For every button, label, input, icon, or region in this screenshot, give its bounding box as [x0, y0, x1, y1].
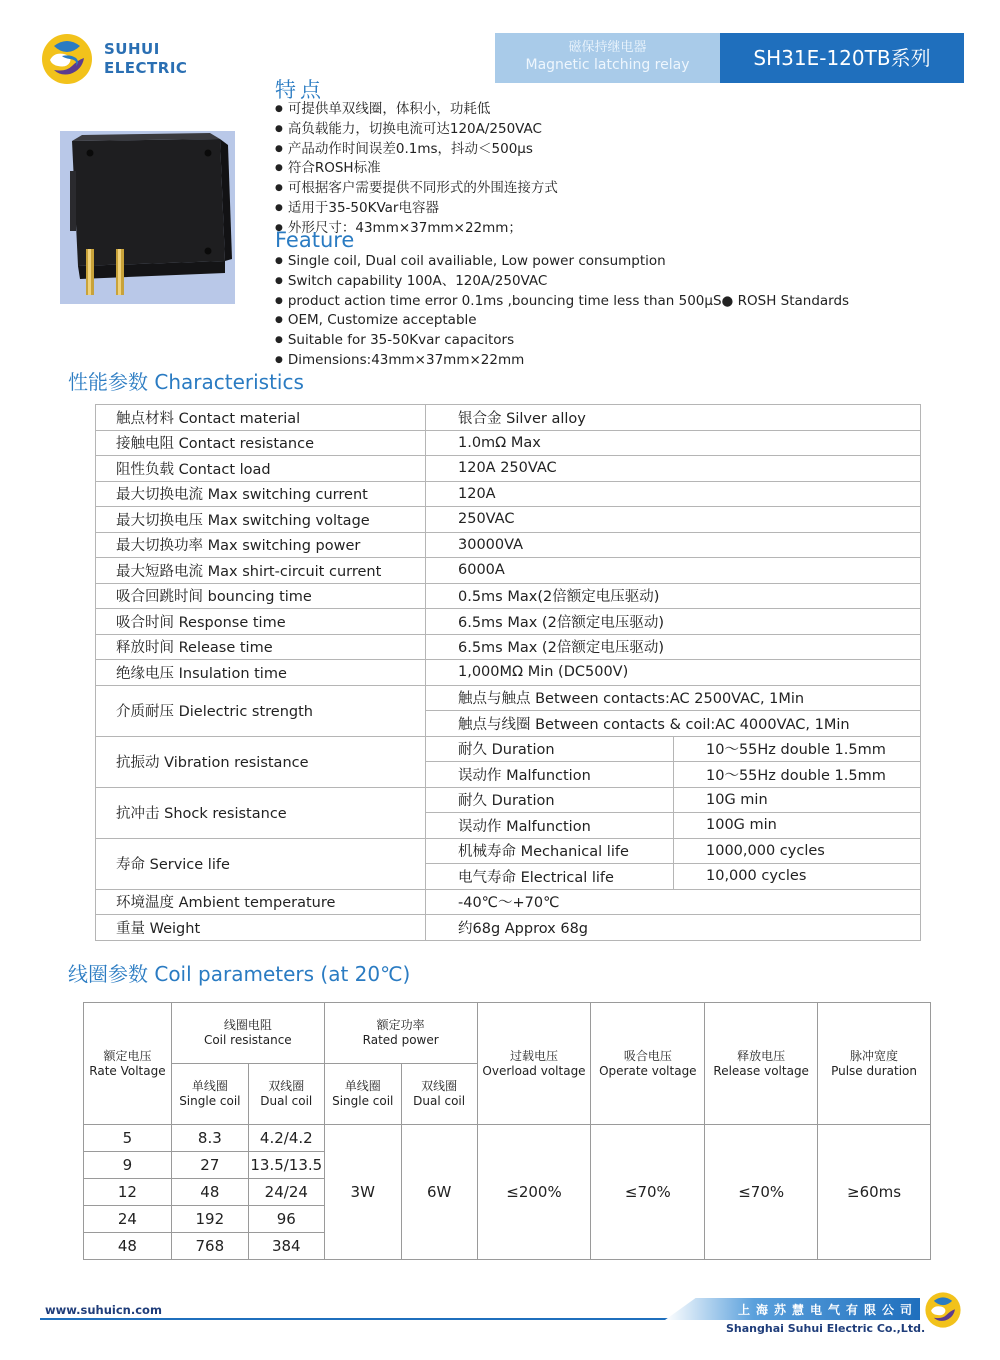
char-row: [96, 532, 921, 558]
char-row: [96, 507, 921, 533]
char-label: 最大切换功率 Max switching power: [96, 532, 426, 558]
cell-release: ≤70%: [705, 1125, 818, 1260]
char-sub-label: 误动作 Malfunction: [426, 762, 674, 788]
char-value: 30000VA: [426, 532, 921, 558]
feature-en-item: ● Dimensions:43mm×37mm×22mm: [275, 352, 849, 372]
feature-cn-item: ● 产品动作时间误差0.1ms，抖动＜500μs: [275, 141, 558, 161]
characteristics-table: [95, 404, 921, 941]
cell-voltage: 5: [84, 1125, 172, 1152]
cell-operate: ≤70%: [591, 1125, 705, 1260]
char-label: 最大切换电流 Max switching current: [96, 481, 426, 507]
char-label: 重量 Weight: [96, 915, 426, 941]
cell-single: 192: [171, 1206, 248, 1233]
website-link[interactable]: www.suhuicn.com: [45, 1303, 162, 1317]
char-sub-value: 100G min: [674, 813, 921, 839]
feature-cn-item: ● 高负载能力，切换电流可达120A/250VAC: [275, 121, 558, 141]
features-cn-list: [275, 101, 558, 240]
char-row-dielectric: [96, 685, 921, 711]
cell-overload: ≤200%: [477, 1125, 591, 1260]
char-sub-value: 10～55Hz double 1.5mm: [674, 736, 921, 762]
feature-cn-item: ● 外形尺寸：43mm×37mm×22mm；: [275, 220, 558, 240]
char-label: 释放时间 Release time: [96, 634, 426, 660]
relay-illustration: [60, 131, 235, 304]
category-en: Magnetic latching relay: [525, 57, 690, 73]
char-row: [96, 481, 921, 507]
char-row-vibration: [96, 736, 921, 762]
char-sub-label: 机械寿命 Mechanical life: [426, 838, 674, 864]
char-label: 绝缘电压 Insulation time: [96, 660, 426, 686]
header-res-dual: 双线圈 Dual coil: [248, 1064, 324, 1125]
footer-logo-icon: [924, 1291, 962, 1329]
cell-dual: 13.5/13.5: [248, 1152, 324, 1179]
char-row: [96, 660, 921, 686]
char-label: 最大短路电流 Max shirt-circuit current: [96, 558, 426, 584]
logo-line2: ELECTRIC: [104, 59, 188, 77]
char-row: [96, 915, 921, 941]
char-value: 6.5ms Max (2倍额定电压驱动): [426, 634, 921, 660]
char-sub-value: 10～55Hz double 1.5mm: [674, 762, 921, 788]
category-banner: [495, 33, 720, 83]
char-value: 1.0mΩ Max: [426, 430, 921, 456]
char-label: 阻性负载 Contact load: [96, 456, 426, 482]
char-row: [96, 430, 921, 456]
feature-cn-item: ● 符合ROSH标准: [275, 160, 558, 180]
char-label: 介质耐压 Dielectric strength: [96, 685, 426, 736]
feature-cn-item: ● 适用于35-50KVar电容器: [275, 200, 558, 220]
features-en-list: [275, 253, 849, 372]
product-image: [60, 131, 235, 304]
logo-line1: SUHUI: [104, 40, 160, 58]
char-sub-label: 误动作 Malfunction: [426, 813, 674, 839]
char-label: 寿命 Service life: [96, 838, 426, 889]
char-value: 触点与线圈 Between contacts & coil:AC 4000VAC, 1Min: [426, 711, 921, 737]
char-sub-value: 10G min: [674, 787, 921, 813]
cell-dual: 96: [248, 1206, 324, 1233]
char-label: 接触电阻 Contact resistance: [96, 430, 426, 456]
header-pow-dual: 双线圈 Dual coil: [401, 1064, 477, 1125]
feature-en-item: ● Single coil, Dual coil availiable, Low power consumption: [275, 253, 849, 273]
cell-voltage: 48: [84, 1233, 172, 1260]
cell-power-dual: 6W: [401, 1125, 477, 1260]
char-value: 120A 250VAC: [426, 456, 921, 482]
cell-voltage: 12: [84, 1179, 172, 1206]
feature-en-item: ● Switch capability 100A、120A/250VAC: [275, 273, 849, 293]
feature-cn-item: ● 可根据客户需要提供不同形式的外围连接方式: [275, 180, 558, 200]
cell-power-single: 3W: [324, 1125, 401, 1260]
char-label: 吸合回跳时间 bouncing time: [96, 583, 426, 609]
char-value: 6.5ms Max (2倍额定电压驱动): [426, 609, 921, 635]
header-coil-resistance: 线圈电阻 Coil resistance: [171, 1003, 324, 1064]
characteristics-title: 性能参数 Characteristics: [68, 370, 304, 394]
cell-single: 8.3: [171, 1125, 248, 1152]
company-logo: [40, 32, 190, 88]
char-value: 触点与触点 Between contacts:AC 2500VAC, 1Min: [426, 685, 921, 711]
header-operate-voltage: 吸合电压 Operate voltage: [591, 1003, 705, 1125]
cell-voltage: 24: [84, 1206, 172, 1233]
char-value: 银合金 Silver alloy: [426, 405, 921, 431]
char-sub-label: 耐久 Duration: [426, 787, 674, 813]
char-row-shock: [96, 787, 921, 813]
char-sub-value: 10,000 cycles: [674, 864, 921, 890]
cell-single: 768: [171, 1233, 248, 1260]
char-value: 250VAC: [426, 507, 921, 533]
char-row: [96, 583, 921, 609]
series-banner: SH31E-120TB系列: [720, 33, 964, 83]
cell-dual: 384: [248, 1233, 324, 1260]
char-value: 约68g Approx 68g: [426, 915, 921, 941]
header-release-voltage: 释放电压 Release voltage: [705, 1003, 818, 1125]
feature-en-item: ● product action time error 0.1ms ,bouncing time less than 500μS● ROSH Standards: [275, 293, 849, 313]
feature-en-item: ● OEM, Customize acceptable: [275, 312, 849, 332]
char-value: 0.5ms Max(2倍额定电压驱动): [426, 583, 921, 609]
char-value: 120A: [426, 481, 921, 507]
char-label: 最大切换电压 Max switching voltage: [96, 507, 426, 533]
char-row: [96, 609, 921, 635]
header-overload-voltage: 过载电压 Overload voltage: [477, 1003, 591, 1125]
company-name-en: Shanghai Suhui Electric Co.,Ltd.: [726, 1322, 926, 1335]
char-value: -40℃～+70℃: [426, 889, 921, 915]
char-label: 抗冲击 Shock resistance: [96, 787, 426, 838]
char-sub-label: 耐久 Duration: [426, 736, 674, 762]
char-label: 吸合时间 Response time: [96, 609, 426, 635]
char-value: 1,000MΩ Min (DC500V): [426, 660, 921, 686]
header-rate-voltage: 额定电压 Rate Voltage: [84, 1003, 172, 1125]
char-label: 环境温度 Ambient temperature: [96, 889, 426, 915]
char-row: [96, 456, 921, 482]
cell-single: 27: [171, 1152, 248, 1179]
header-pulse-duration: 脉冲宽度 Pulse duration: [818, 1003, 931, 1125]
company-name-cn: 上海苏慧电气有限公司: [738, 1303, 919, 1317]
header-rated-power: 额定功率 Rated power: [324, 1003, 477, 1064]
char-row-life: [96, 838, 921, 864]
char-row: [96, 634, 921, 660]
cell-dual: 24/24: [248, 1179, 324, 1206]
coil-row: [84, 1125, 931, 1152]
cell-dual: 4.2/4.2: [248, 1125, 324, 1152]
char-sub-label: 电气寿命 Electrical life: [426, 864, 674, 890]
cell-pulse: ≥60ms: [818, 1125, 931, 1260]
feature-en-item: ● Suitable for 35-50Kvar capacitors: [275, 332, 849, 352]
char-row: [96, 889, 921, 915]
char-sub-value: 1000,000 cycles: [674, 838, 921, 864]
char-value: 6000A: [426, 558, 921, 584]
char-label: 触点材料 Contact material: [96, 405, 426, 431]
features-en-title: Feature: [275, 228, 355, 252]
coil-title: 线圈参数 Coil parameters (at 20℃): [68, 962, 411, 986]
cell-single: 48: [171, 1179, 248, 1206]
feature-cn-item: ● 可提供单双线圈，体积小，功耗低: [275, 101, 558, 121]
char-label: 抗振动 Vibration resistance: [96, 736, 426, 787]
features-cn-title: 特点: [275, 78, 325, 102]
suhui-logo-icon: [40, 32, 94, 86]
header-res-single: 单线圈 Single coil: [171, 1064, 248, 1125]
cell-voltage: 9: [84, 1152, 172, 1179]
char-row: [96, 558, 921, 584]
coil-table: [83, 1002, 931, 1260]
header-pow-single: 单线圈 Single coil: [324, 1064, 401, 1125]
category-cn: 磁保持继电器: [568, 40, 647, 55]
char-row: [96, 405, 921, 431]
